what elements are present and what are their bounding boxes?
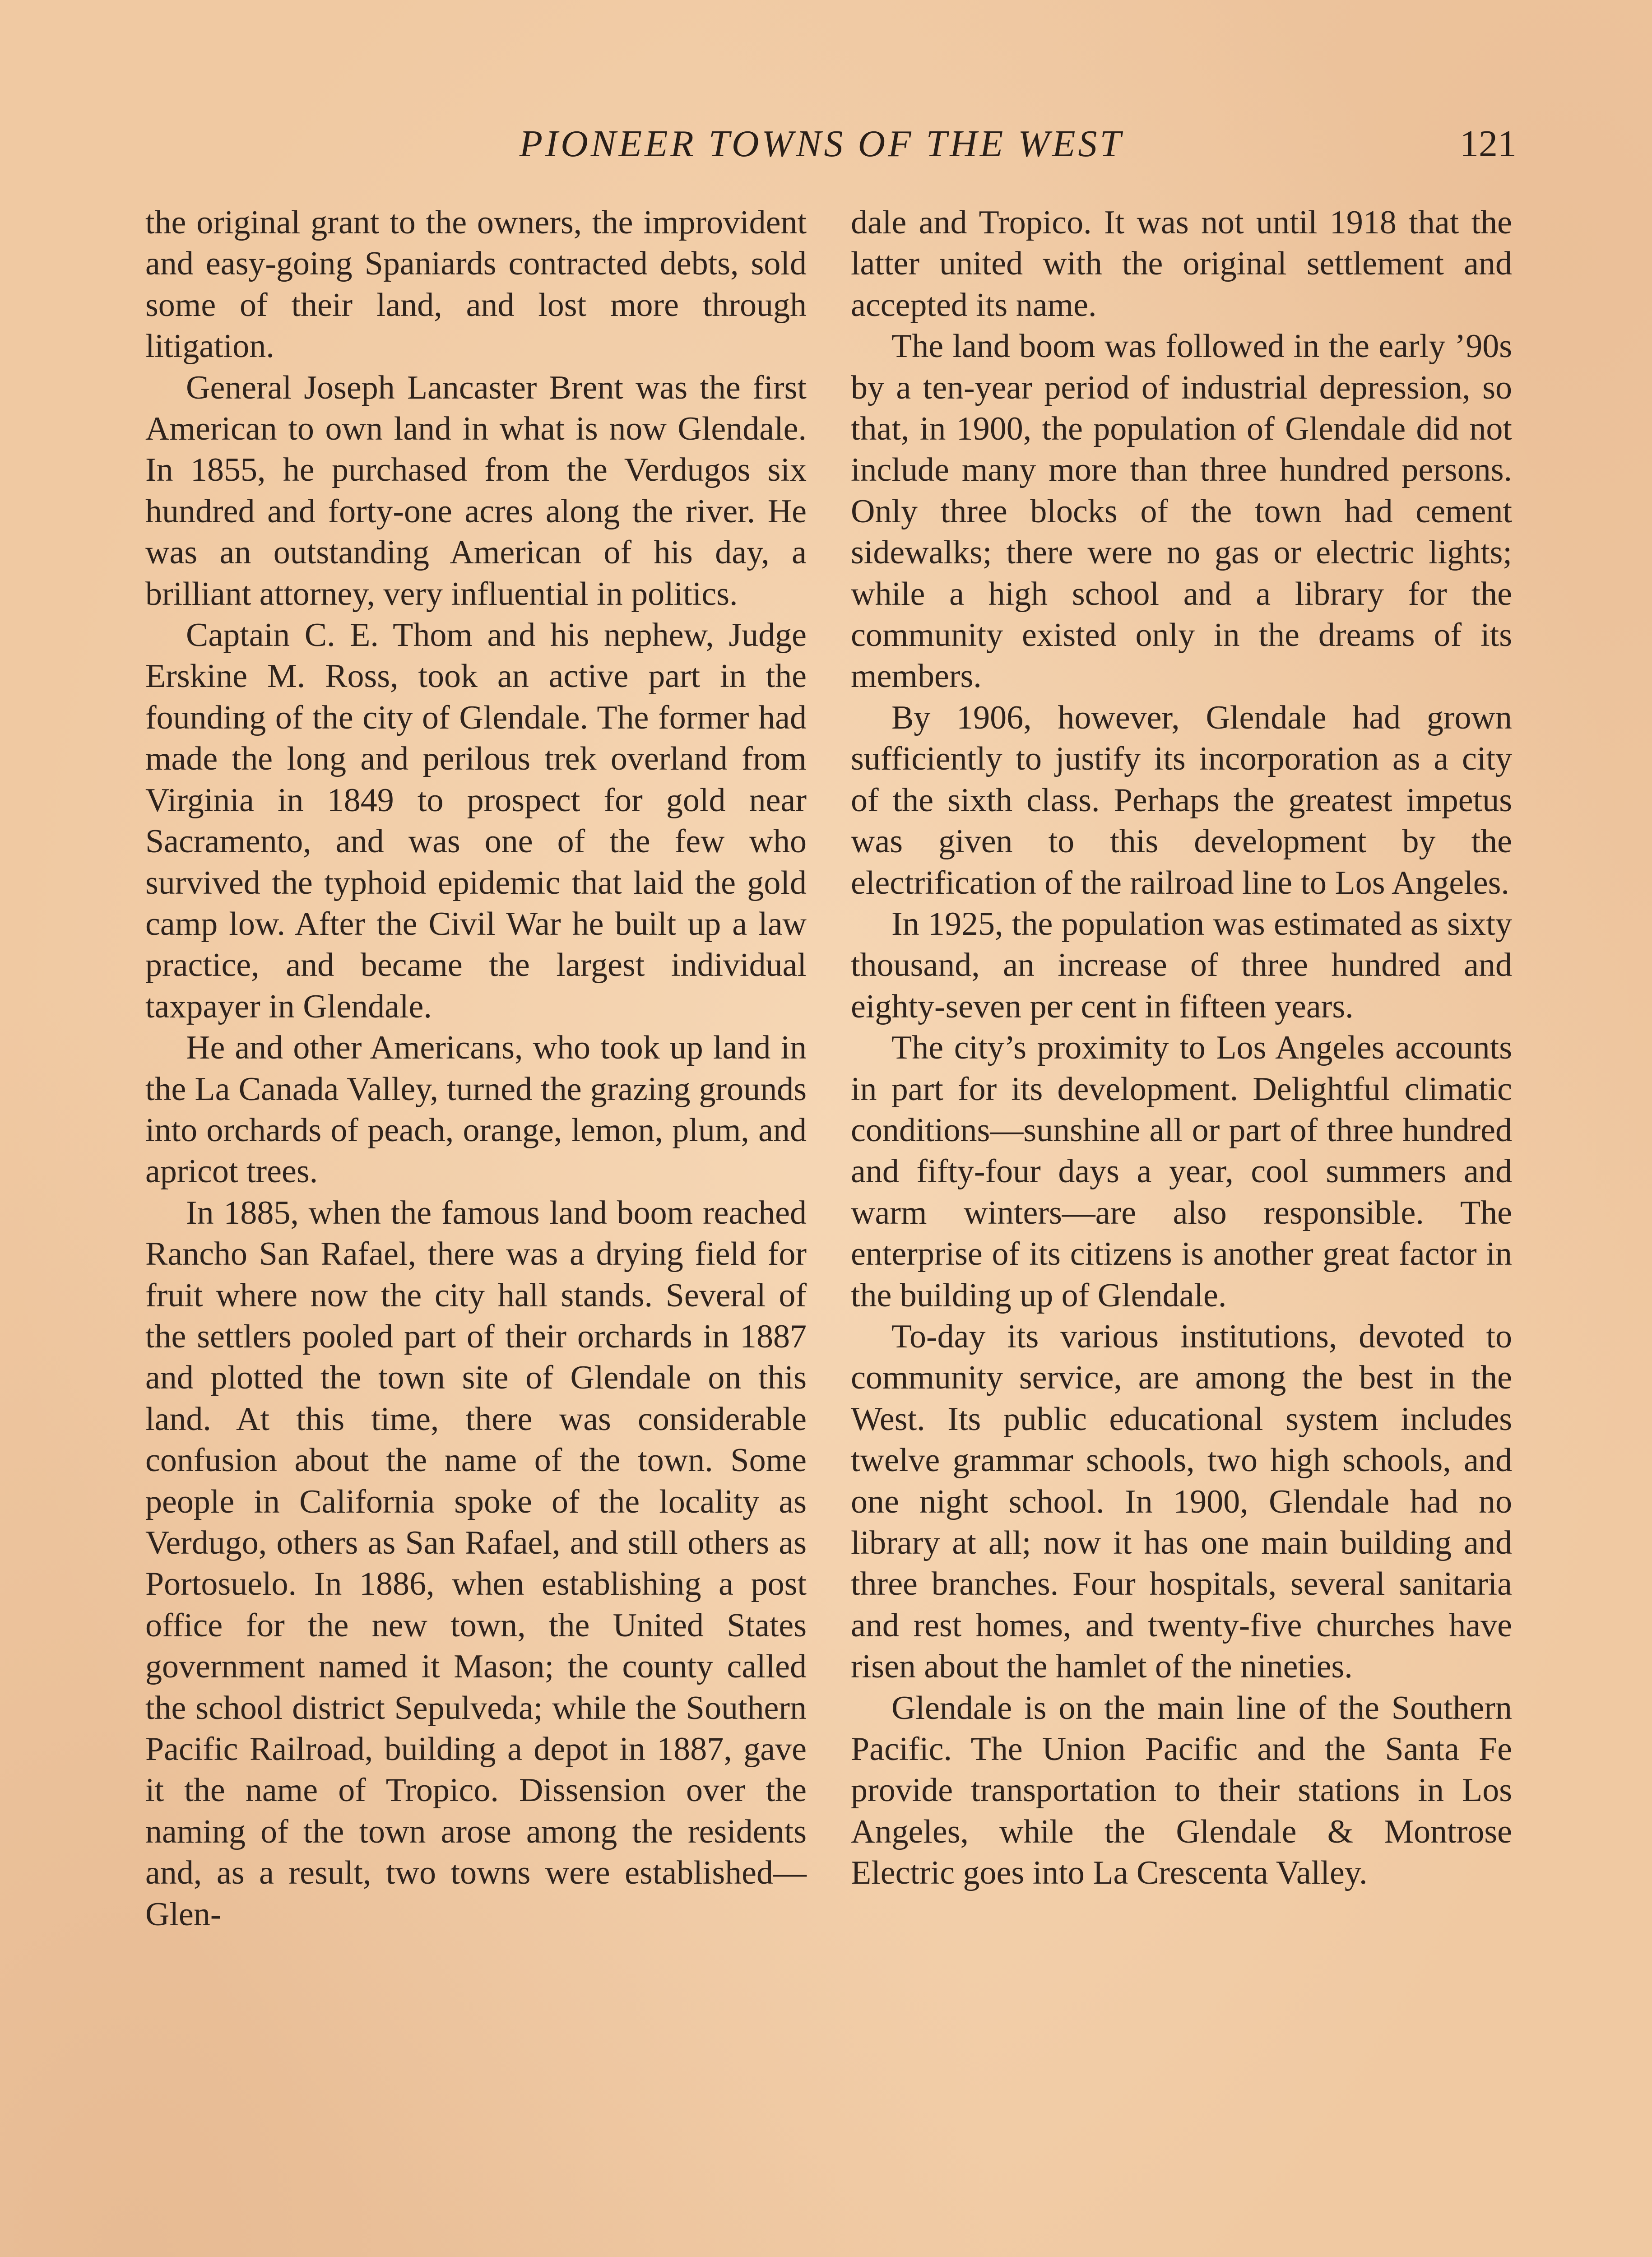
paragraph-right-6: To-day its various institutions, devoted to community service, are among the best in the West. Its public educational system includes twelve grammar schools, two high schools, and one night school. In 1900, Glendale had no library at all; now it has one main building and three branches. Four hospitals, several sanitaria and rest homes, and twenty-five churches have risen about the hamlet of the nineties. — [851, 1318, 1512, 1686]
paragraph-right-7: Glendale is on the main line of the Southern Pacific. The Union Pacific and the Santa Fe provide transportation to their stations in Los Angeles, while the Glendale & Montrose Electric goes into La Crescenta Valley. — [851, 1689, 1512, 1892]
page-number: 121 — [1460, 123, 1517, 165]
paragraph-left-4: He and other Americans, who took up land in the La Canada Valley, turned the grazing grounds into orchards of peach, orange, lemon, plum, and apricot trees. — [145, 1029, 807, 1190]
left-column — [145, 202, 807, 1935]
paragraph-right-2: The land boom was followed in the early ’90s by a ten-year period of industrial depression, so that, in 1900, the population of Glendale did not include many more than three hundred persons. Only three blocks of the town had cement sidewalks; there were no gas or electric lights; while a high school and a library for the community existed only in the dreams of its members. — [851, 328, 1512, 695]
paragraph-left-1: the original grant to the owners, the improvident and easy-going Spaniards contracted debts, sold some of their land, and lost more through litigation. — [145, 204, 807, 365]
right-column — [851, 202, 1512, 1894]
running-title: PIONEER TOWNS OF THE WEST — [519, 123, 1124, 165]
paragraph-right-5: The city’s proximity to Los Angeles accounts in part for its development. Delightful climatic conditions—sunshine all or part of three hundred and fifty-four days a year, cool summers and warm winters—are also responsible. The enterprise of its citizens is another great factor in the building up of Glendale. — [851, 1029, 1512, 1314]
paragraph-right-3: By 1906, however, Glendale had grown sufficiently to justify its incorporation as a city of the sixth class. Perhaps the greatest impetus was given to this development by the electrification of the railroad line to Los Angeles. — [851, 699, 1512, 901]
paragraph-left-5: In 1885, when the famous land boom reached Rancho San Rafael, there was a drying field for fruit where now the city hall stands. Several of the settlers pooled part of their orchards in 1887 and plotted the town site of Glendale on this land. At this time, there was considerable confusion about the name of the town. Some people in California spoke of the locality as Verdugo, others as San Rafael, and still others as Portosuelo. In 1886, when establishing a post office for the new town, the United States government named it Mason; the county called the school district Sepulveda; while the Southern Pacific Railroad, building a depot in 1887, gave it the name of Tropico. Dissension over the naming of the town arose among the residents and, as a result, two towns were established—Glen- — [145, 1194, 807, 1933]
paragraph-right-1: dale and Tropico. It was not until 1918 that the latter united with the original settlement and accepted its name. — [851, 204, 1512, 324]
paragraph-left-2: General Joseph Lancaster Brent was the first American to own land in what is now Glendale. In 1855, he purchased from the Verdugos six hundred and forty-one acres along the river. He was an outstanding American of his day, a brilliant attorney, very influential in politics. — [145, 369, 807, 613]
paragraph-right-4: In 1925, the population was estimated as sixty thousand, an increase of three hundred and eighty-seven per cent in fifteen years. — [851, 905, 1512, 1025]
paragraph-left-3: Captain C. E. Thom and his nephew, Judge Erskine M. Ross, took an active part in the founding of the city of Glendale. The former had made the long and perilous trek overland from Virginia in 1849 to prospect for gold near Sacramento, and was one of the few who survived the typhoid epidemic that laid the gold camp low. After the Civil War he built up a law practice, and became the largest individual taxpayer in Glendale. — [145, 617, 807, 1025]
